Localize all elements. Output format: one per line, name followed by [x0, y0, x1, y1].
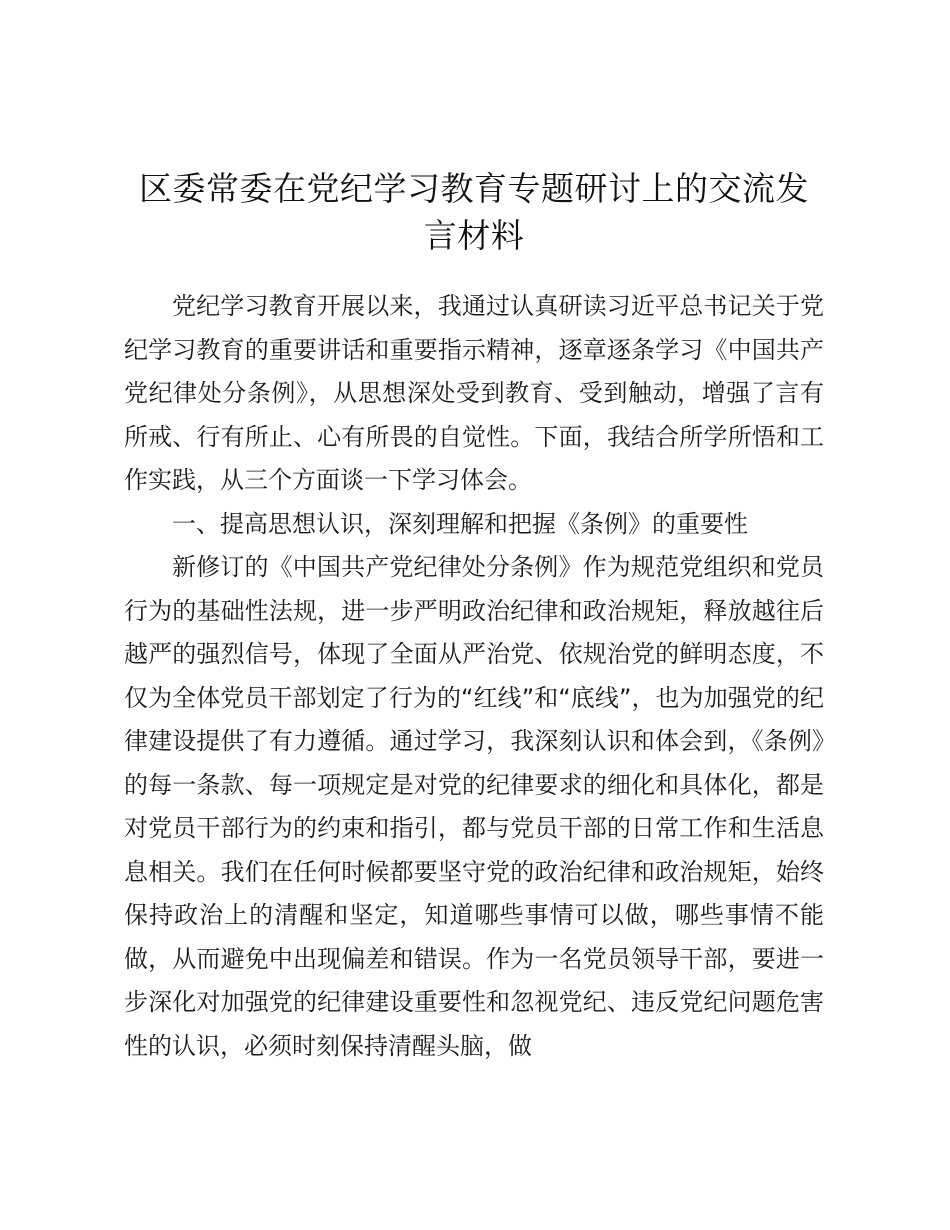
document-page	[124, 165, 824, 1068]
intro-paragraph: 党纪学习教育开展以来，我通过认真研读习近平总书记关于党纪学习教育的重要讲话和重要指示精神，逐章逐条学习《中国共产党纪律处分条例》，从思想深处受到教育、受到触动，增强了言有所戒、行有所止、心有所畏的自觉性。下面，我结合所学所悟和工作实践，从三个方面谈一下学习体会。	[124, 292, 824, 494]
section-heading-1: 一、提高思想认识，深刻理解和把握《条例》的重要性	[172, 509, 748, 538]
document-title: 区委常委在党纪学习教育专题研讨上的交流发言材料	[139, 169, 809, 255]
section-1-paragraph: 新修订的《中国共产党纪律处分条例》作为规范党组织和党员行为的基础性法规，进一步严明政治纪律和政治规矩，释放越往后越严的强烈信号，体现了全面从严治党、依规治党的鲜明态度，不仅为全体党员干部划定了行为的“红线”和“底线”，也为加强党的纪律建设提供了有力遵循。通过学习，我深刻认识和体会到，《条例》的每一条款、每一项规定是对党的纪律要求的细化和具体化，都是对党员干部行为的约束和指引，都与党员干部的日常工作和生活息息相关。我们在任何时候都要坚守党的政治纪律和政治规矩，始终保持政治上的清醒和坚定，知道哪些事情可以做，哪些事情不能做，从而避免中出现偏差和错误。作为一名党员领导干部，要进一步深化对加强党的纪律建设重要性和忽视党纪、违反党纪问题危害性的认识，必须时刻保持清醒头脑，做	[124, 553, 824, 1060]
document-body	[124, 285, 824, 1068]
